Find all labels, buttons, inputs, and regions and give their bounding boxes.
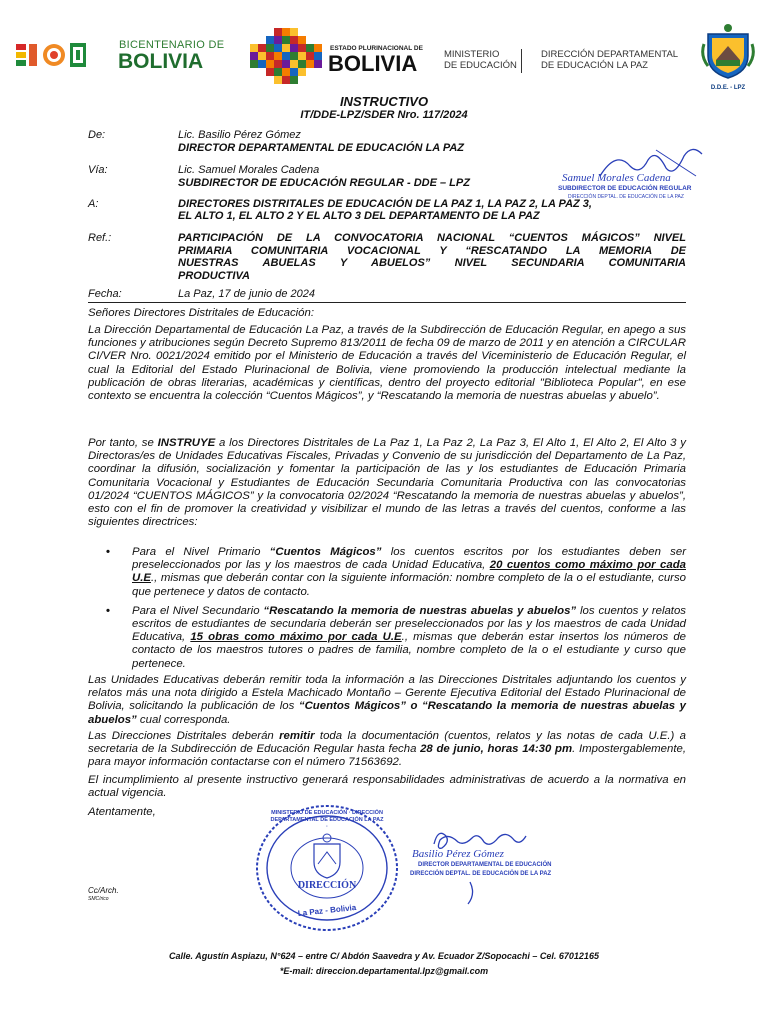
header-divider xyxy=(521,49,522,73)
directive-secondary xyxy=(132,605,686,671)
field-via-label: Vía: xyxy=(88,164,108,176)
via-stamp xyxy=(556,146,706,206)
stamp-flourish-icon xyxy=(464,878,494,908)
director-stamp xyxy=(404,826,554,896)
via-stamp-line1: SUBDIRECTOR DE EDUCACIÓN REGULAR xyxy=(558,185,692,192)
field-ref-text xyxy=(178,232,686,282)
directive-primary xyxy=(132,546,686,599)
bicentenario-logo xyxy=(16,40,226,74)
field-fecha-label: Fecha: xyxy=(88,288,122,300)
bicentenario-country: BOLIVIA xyxy=(118,50,204,73)
p4-deadline: 28 de junio, horas 14:30 pm xyxy=(420,743,573,756)
director-stamp-signature: Basilio Pérez Gómez xyxy=(412,848,504,860)
bicentenario-label: BICENTENARIO DE xyxy=(119,39,225,51)
document-code: IT/DDE-LPZ/SDER Nro. 117/2024 xyxy=(300,109,468,121)
b1-text-c: los cuentos escritos por los estudiantes deben ser preseleccionados por las y los maestros de cada Unidad Educativa, xyxy=(132,546,686,572)
direccion-line2: DE EDUCACIÓN LA PAZ xyxy=(541,59,648,71)
ref-line3: NUESTRAS ABUELAS Y ABUELOS” NIVEL SECUNDARIA COMUNITARIA xyxy=(178,257,686,270)
estado-label: ESTADO PLURINACIONAL DE xyxy=(330,45,423,52)
field-via-role: SUBDIRECTOR DE EDUCACIÓN REGULAR - DDE – LPZ xyxy=(178,177,470,189)
bicentenario-emblem-icon xyxy=(16,41,86,71)
emblem-text: D.D.E. - LPZ xyxy=(710,85,746,91)
dde-emblem xyxy=(700,22,756,90)
paragraph-1: La Dirección Departamental de Educación La Paz, a través de la Subdirección de Educación Regular, en apego a sus funciones y atribuciones según Decreto Supremo 813/2011 de fecha 09 de marzo de 2011 y en atención a CIRCULAR CI/VER Nro. 0021/2024 emitido por el Ministerio de Educación a través del Viceministerio de Educación Regular, el cual la Editorial del Estado Plurinacional de Bolivia, viene promoviendo la producción intelectual mediante la publicación de obras literarias, académicas y científicas, dentro del proyecto editorial "Biblioteca Popular", en ese contexto se encuentra la colección “Cuentos Mágicos”, y “Rescatando la memoria de nuestras abuelas y abuelo”. xyxy=(88,324,686,403)
salutation: Señores Directores Distritales de Educación: xyxy=(88,307,315,319)
via-stamp-line2: DIRECCIÓN DEPTAL. DE EDUCACIÓN DE LA PAZ xyxy=(568,194,684,200)
p4-remitir: remitir xyxy=(279,730,315,742)
p3-text-c: cual corresponda. xyxy=(136,713,231,726)
field-a-label: A: xyxy=(88,198,99,210)
ref-line1: PARTICIPACIÓN DE LA CONVOCATORIA NACIONAL “CUENTOS MÁGICOS” NIVEL xyxy=(178,232,686,244)
b2-text-c: los cuentos y relatos escritos de estudiantes de secundaria deberán ser preseleccionados por las y los maestros de cada Unidad Educativa, xyxy=(132,604,687,644)
paragraph-3 xyxy=(88,674,686,727)
estado-country: BOLIVIA xyxy=(328,51,418,76)
b1-text-e: ., mismas que deberán contar con la siguiente información: nombre completo de la o el estudiante, curso que pertenece y datos de contacto. xyxy=(132,572,686,598)
seal-ring-text: MINISTERIO DE EDUCACIÓN · DIRECCIÓN DEPARTAMENTAL DE EDUCACIÓN LA PAZ · xyxy=(270,810,384,830)
director-stamp-line1: DIRECTOR DEPARTAMENTAL DE EDUCACIÓN xyxy=(418,862,552,868)
p4-text-a: Las Direcciones Distritales deberán xyxy=(88,730,280,742)
p2-text-a: Por tanto, se xyxy=(88,437,158,449)
footer-email: *E-mail: direccion.departamental.lpz@gmail.com xyxy=(279,966,489,976)
official-seal xyxy=(252,802,402,932)
b1-text-a: Para el Nivel Primario xyxy=(132,546,270,558)
b2-limit: 15 obras como máximo por cada U.E xyxy=(190,631,402,644)
closing: Atentamente, xyxy=(88,806,156,818)
p4-text-e: . Impostergablemente, para mayor información contactarse con el número 71563692. xyxy=(88,743,686,769)
footer-address: Calle. Agustín Aspiazu, N°624 – entre C/ Abdón Saavedra y Av. Ecuador Z/Sopocachi – Cel. 67012165 xyxy=(169,951,599,961)
field-a-line1: DIRECTORES DISTRITALES DE EDUCACIÓN DE LA PAZ 1, LA PAZ 2, LA PAZ 3, xyxy=(178,198,592,210)
paragraph-4 xyxy=(88,730,686,770)
director-stamp-line2: DIRECCIÓN DEPTAL. DE EDUCACIÓN DE LA PAZ xyxy=(410,871,552,877)
field-ref-label: Ref.: xyxy=(88,232,112,244)
directives-list xyxy=(88,546,686,677)
wiphala-cross-icon xyxy=(250,28,322,86)
p2-instruye: INSTRUYE xyxy=(157,437,216,449)
coat-of-arms-icon xyxy=(700,22,756,80)
paragraph-5: El incumplimiento al presente instructivo generará responsabilidades administrativas de acuerdo a la normativa en actual vigencia. xyxy=(88,774,686,800)
b1-cuentos-magicos: “Cuentos Mágicos” xyxy=(269,546,382,558)
field-de-label: De: xyxy=(88,129,106,141)
b1-limit: 20 cuentos como máximo por cada U.E xyxy=(132,559,686,585)
ministerio-line1: MINISTERIO xyxy=(444,49,500,60)
field-fecha-value: La Paz, 17 de junio de 2024 xyxy=(178,288,316,300)
b2-text-a: Para el Nivel Secundario xyxy=(132,604,264,617)
ccarch-label: Cc/Arch. xyxy=(88,886,119,895)
field-de-role: DIRECTOR DEPARTAMENTAL DE EDUCACIÓN LA PAZ xyxy=(178,142,465,154)
seal-bottom-text: La Paz - Bolivia xyxy=(297,902,357,919)
ccarch-initials: SMC/rico xyxy=(88,896,109,902)
b2-rescatando: “Rescatando la memoria de nuestras abuelas y abuelos” xyxy=(263,604,577,617)
field-via-name: Lic. Samuel Morales Cadena xyxy=(178,164,320,176)
paragraph-2 xyxy=(88,437,686,529)
b2-text-e: ., mismas que deberán estar insertos los números de contacto de los maestros tutores o padres de familia, nombre completo de la o el estudiante y curso que pertenece. xyxy=(132,631,686,670)
direccion-line1: DIRECCIÓN DEPARTAMENTAL xyxy=(541,49,679,60)
ref-line4: PRODUCTIVA xyxy=(178,269,250,282)
p3-text-a: Las Unidades Educativas deberán remitir toda la información a las Direcciones Distritales adjuntando los cuentos y relatos más una nota dirigido a Estela Machicado Montaño – Gerente Ejecutiva Editorial del Estado Plurinacional de Bolivia, solicitando la publicación de los xyxy=(88,674,686,713)
ministerio-label xyxy=(444,50,517,70)
field-de-name: Lic. Basilio Pérez Gómez xyxy=(178,129,301,141)
ref-line2: PRIMARIA COMUNITARIA VOCACIONAL Y “RESCATANDO LA MEMORIA DE xyxy=(178,244,686,257)
ministerio-line2: DE EDUCACIÓN xyxy=(444,59,517,71)
field-a-line2: EL ALTO 1, EL ALTO 2 Y EL ALTO 3 DEL DEPARTAMENTO DE LA PAZ xyxy=(178,210,540,222)
fecha-divider xyxy=(88,302,686,303)
p3-titles: “Cuentos Mágicos” o “Rescatando la memoria de nuestras abuelas y abuelos” xyxy=(88,700,686,726)
estado-plurinacional-logo xyxy=(250,28,430,88)
direccion-label xyxy=(541,50,678,70)
via-stamp-signature: Samuel Morales Cadena xyxy=(562,172,671,184)
p4-text-c: toda la documentación (cuentos, relatos y las notas de cada U.E.) a secretaria de la Subdirección de Educación Regular hasta fecha xyxy=(88,730,686,756)
header xyxy=(0,0,768,95)
document-title: INSTRUCTIVO xyxy=(339,94,429,109)
p2-text-b: a los Directores Distritales de La Paz 1, La Paz 2, La Paz 3, El Alto 1, El Alto 2, El Alto 3 y Directoras/es de Unidades Educativas Fiscales, Privadas y Convenio de su jurisdicción del Departamento de La Paz, coordinar la difusión, socialización y fomentar la participación de las y los estudiantes de Educación Primaria Comunitaria Vocacional y Estudiantes de Educación Secundaria Comunitaria Productiva con las convocatorias 01/2024 “CUENTOS MÁGICOS” y la convocatoria 02/2024 “Rescatando la memoria de nuestras abuelas y abuelos”, esto con el fin de promover la creatividad y visibilizar el mundo de las letras a través del cuentos, conforme a las siguientes directrices: xyxy=(88,437,687,529)
seal-center-label: DIRECCIÓN xyxy=(297,880,357,891)
